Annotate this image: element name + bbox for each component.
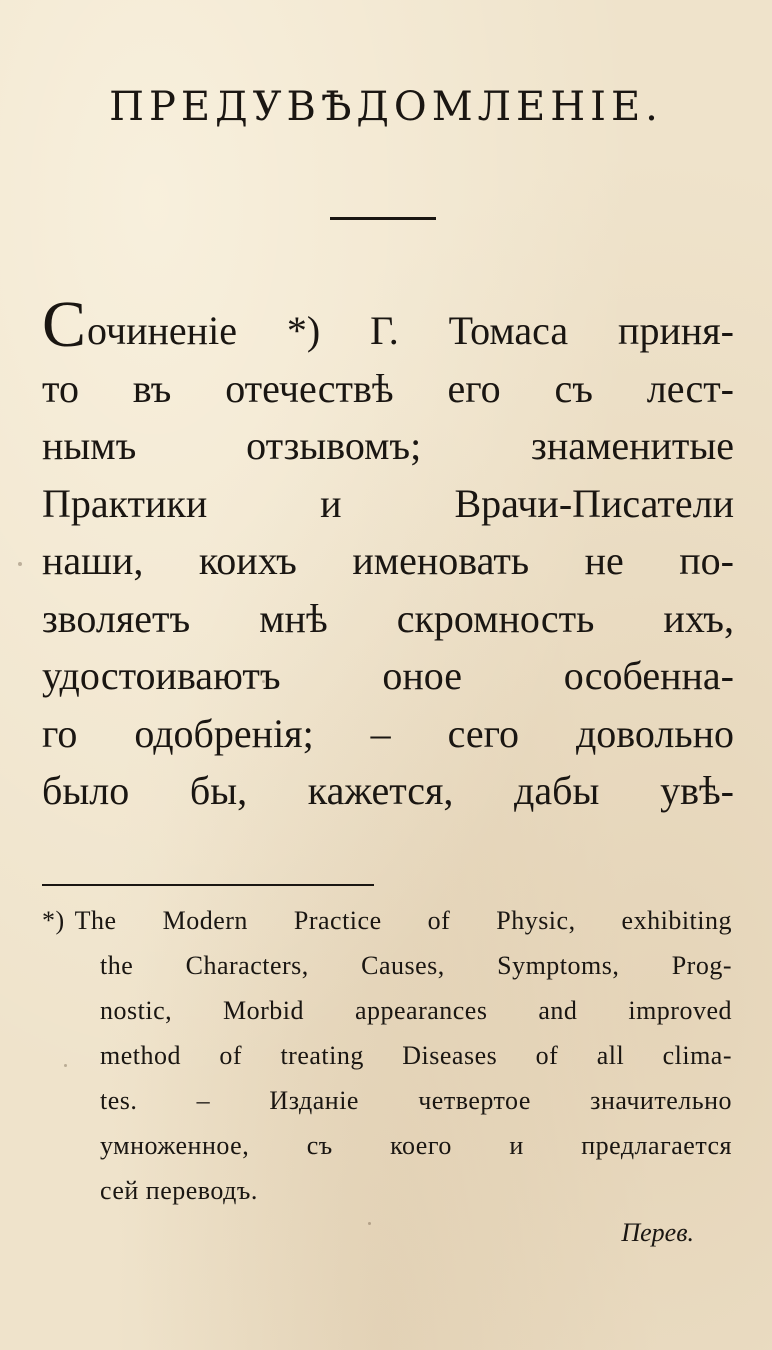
text-line: было бы, кажется, дабы увѣ- xyxy=(42,768,734,813)
paper-speck xyxy=(368,1222,371,1225)
footnote-line: nostic, Morbid appearances and improved xyxy=(100,996,732,1025)
footnote-line: method of treating Diseases of all clima- xyxy=(100,1041,732,1070)
footnote-line: tes. – Изданіе четвертое значительно xyxy=(100,1086,732,1115)
footnote-divider xyxy=(42,884,374,886)
text-line: нымъ отзывомъ; знаменитые xyxy=(42,423,734,468)
page-title: ПРЕДУВѢДОМЛЕНІЕ. xyxy=(109,84,663,130)
text-line: то въ отечествѣ его съ лест- xyxy=(42,365,734,411)
footnote-line: умноженное, съ коего и предлагается xyxy=(100,1131,732,1160)
translator-signature: Перев. xyxy=(621,1218,694,1247)
main-text xyxy=(42,288,734,820)
footnote-marker: *) xyxy=(42,906,65,935)
footnote-line xyxy=(42,898,732,943)
title-divider xyxy=(330,217,436,220)
footnote-line: the Characters, Causes, Symptoms, Prog- xyxy=(100,951,732,980)
text-line: го одобренія; – сего довольно xyxy=(42,710,734,756)
footnote xyxy=(42,898,732,1213)
text-line: удостоиваютъ оное особенна- xyxy=(42,653,734,698)
paper-speck xyxy=(18,562,22,566)
text-line: Практики и Врачи-Писатели xyxy=(42,480,734,526)
text-line xyxy=(42,288,734,361)
text-line: наши, коихъ именовать не по- xyxy=(42,538,734,583)
drop-cap: С xyxy=(42,288,87,361)
footnote-line-content: The Modern Practice of Physic, exhibiting xyxy=(74,906,732,935)
text-line-content: очиненіе *) Г. Томаса приня- xyxy=(87,308,734,353)
text-line: зволяетъ мнѣ скромность ихъ, xyxy=(42,595,734,641)
footnote-line: сей переводъ. xyxy=(100,1176,258,1205)
